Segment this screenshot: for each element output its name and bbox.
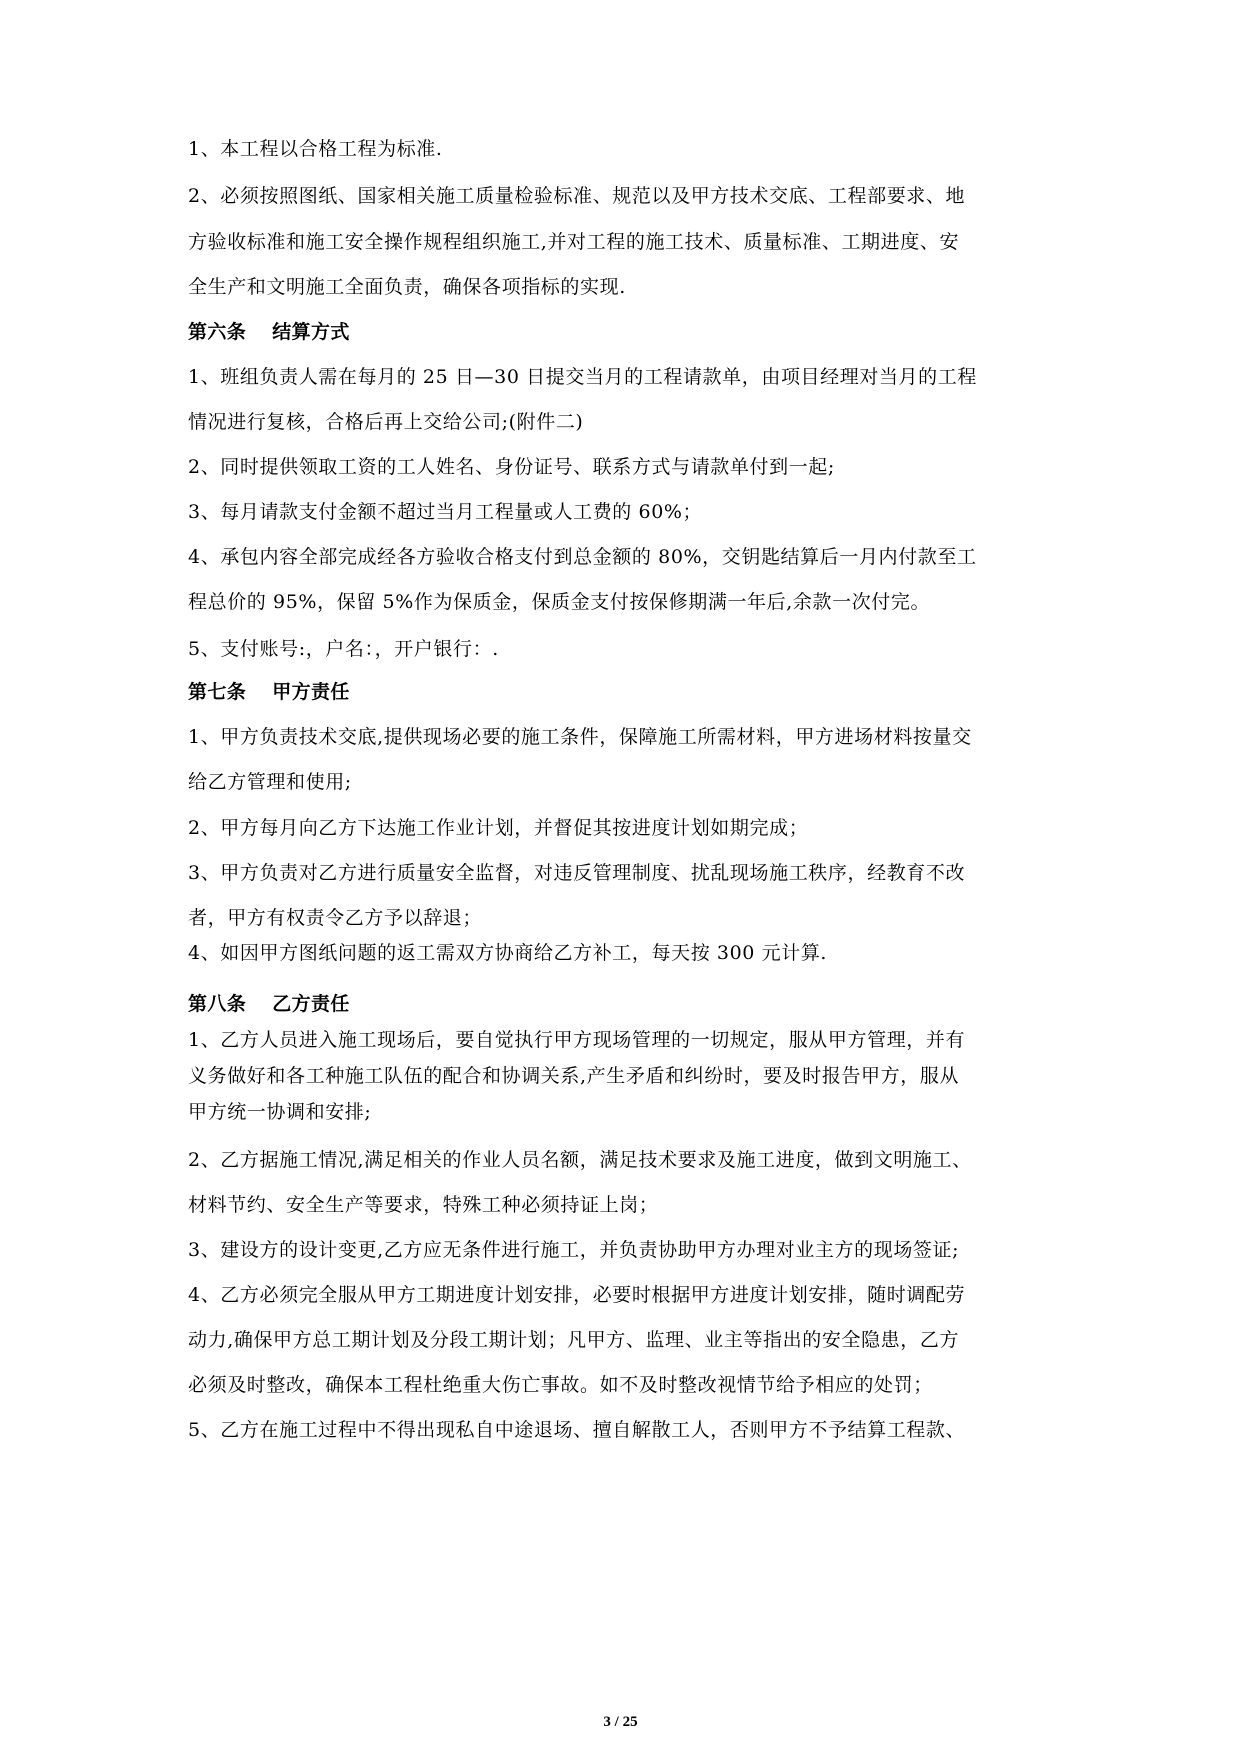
paragraph-line: 给乙方管理和使用; (188, 771, 352, 793)
section-title: 乙方责任 (272, 993, 350, 1015)
section-heading-8 (188, 991, 1068, 1017)
paragraph-line: 3、每月请款支付金额不超过当月工程量或人工费的 60%； (188, 501, 703, 523)
paragraph-line: 2、甲方每月向乙方下达施工作业计划，并督促其按进度计划如期完成； (188, 817, 809, 839)
paragraph-line: 4、承包内容全部完成经各方验收合格支付到总金额的 80%，交钥匙结算后一月内付款至工 (188, 546, 977, 568)
section-number: 第七条 (188, 681, 247, 703)
section-title: 甲方责任 (272, 681, 350, 703)
paragraph-line: 程总价的 95%，保留 5%作为保质金，保质金支付按保修期满一年后,余款一次付完。 (188, 591, 931, 613)
paragraph-line: 义务做好和各工种施工队伍的配合和协调关系,产生矛盾和纠纷时，要及时报告甲方，服从 (188, 1065, 960, 1087)
paragraph-line: 方验收标准和施工安全操作规程组织施工,并对工程的施工技术、质量标准、工期进度、安 (188, 231, 960, 253)
paragraph-line: 1、乙方人员进入施工现场后，要自觉执行甲方现场管理的一切规定，服从甲方管理，并有 (188, 1029, 966, 1051)
paragraph-line: 必须及时整改，确保本工程杜绝重大伤亡事故。如不及时整改视情节给予相应的处罚； (188, 1374, 933, 1396)
paragraph-line: 全生产和文明施工全面负责，确保各项指标的实现. (188, 276, 626, 298)
paragraph-line: 材料节约、安全生产等要求，特殊工种必须持证上岗； (188, 1194, 659, 1216)
paragraph-line: 1、本工程以合格工程为标准. (188, 138, 443, 160)
section-number: 第六条 (188, 321, 247, 343)
paragraph-line: 2、必须按照图纸、国家相关施工质量检验标准、规范以及甲方技术交底、工程部要求、地 (188, 185, 966, 207)
paragraph-line: 4、乙方必须完全服从甲方工期进度计划安排，必要时根据甲方进度计划安排，随时调配劳 (188, 1284, 966, 1306)
section-title: 结算方式 (272, 321, 350, 343)
paragraph-line: 2、乙方据施工情况,满足相关的作业人员名额，满足技术要求及施工进度，做到文明施工、 (188, 1149, 972, 1171)
section-number: 第八条 (188, 993, 247, 1015)
paragraph-line: 情况进行复核，合格后再上交给公司;(附件二) (188, 411, 584, 433)
section-heading-6 (188, 319, 1068, 345)
paragraph-line: 1、甲方负责技术交底,提供现场必要的施工条件，保障施工所需材料，甲方进场材料按量交 (188, 726, 972, 748)
paragraph-line: 5、支付账号:，户名：，开户银行：. (188, 638, 499, 660)
paragraph-line: 1、班组负责人需在每月的 25 日—30 日提交当月的工程请款单，由项目经理对当月的工程 (188, 366, 977, 388)
paragraph-line: 动力,确保甲方总工期计划及分段工期计划；凡甲方、监理、业主等指出的安全隐患，乙方 (188, 1329, 960, 1351)
paragraph-line: 4、如因甲方图纸问题的返工需双方协商给乙方补工，每天按 300 元计算. (188, 942, 828, 964)
paragraph-line: 甲方统一协调和安排; (188, 1101, 372, 1123)
paragraph-line: 5、乙方在施工过程中不得出现私自中途退场、擅自解散工人，否则甲方不予结算工程款、 (188, 1419, 966, 1441)
paragraph-line: 2、同时提供领取工资的工人姓名、身份证号、联系方式与请款单付到一起; (188, 456, 835, 478)
paragraph-line: 3、甲方负责对乙方进行质量安全监督，对违反管理制度、扰乱现场施工秩序，经教育不改 (188, 862, 966, 884)
paragraph-line: 者，甲方有权责令乙方予以辞退； (188, 907, 483, 929)
paragraph-line: 3、建设方的设计变更,乙方应无条件进行施工，并负责协助甲方办理对业主方的现场签证; (188, 1239, 960, 1261)
section-heading-7 (188, 679, 1068, 705)
page-number: 3 / 25 (603, 1714, 638, 1730)
